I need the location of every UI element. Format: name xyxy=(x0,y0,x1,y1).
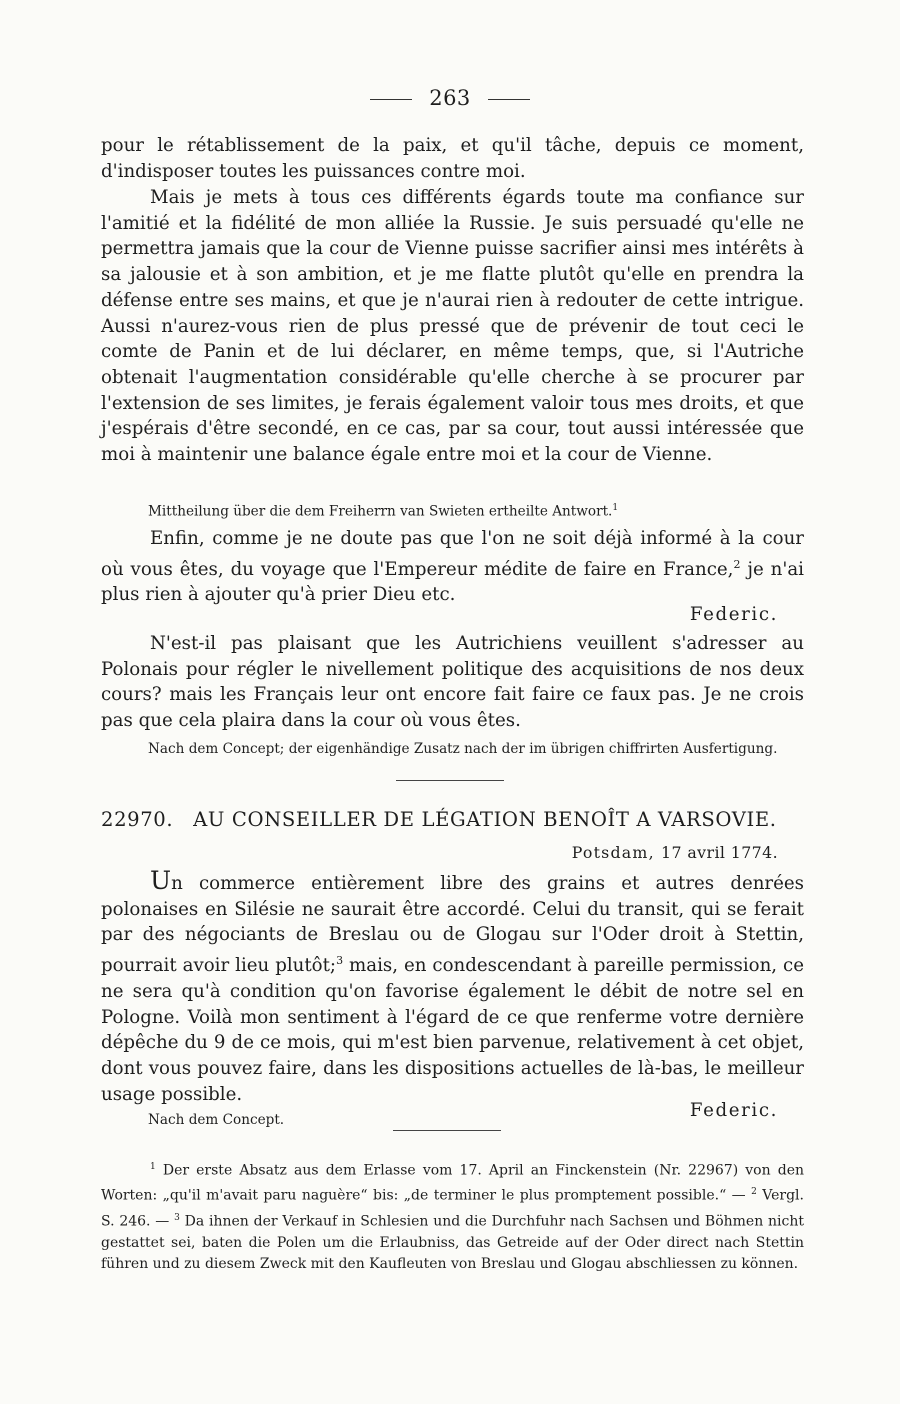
letter1-paragraph-2: Mais je mets à tous ces différents égards toute ma confiance sur l'amitié et la fidélité de mon alliée la Russie. Je suis persuadé qu'elle ne permettra jamais que la cour de Vienne puisse sacrifier ainsi mes intérêts à sa jalousie et à son ambition, et je me flatte plutôt qu'elle en prendra la défense entre ses mains, et que je n'aurai rien à redouter de cette intrigue. Aussi n'aurez-vous rien de plus pressé que de prévenir de tout ceci le comte de Panin et de lui déclarer, en même temps, que, si l'Autriche obtenait l'augmentation considérable qu'elle cherche à se procurer par l'extension de ses limites, je ferais également valoir tous mes droits, et que j'espérais d'être secondé, en ce cas, par sa cour, tout aussi intéressée que moi à maintenir une balance égale entre moi et la cour de Vienne. xyxy=(101,187,804,466)
mittheilung-text: Mittheilung über die dem Freiherrn van Swieten ertheilte Antwort. xyxy=(148,503,613,520)
letter2-date: 17 avril 1774. xyxy=(661,843,778,862)
letter2-initial: U xyxy=(150,866,172,895)
page-header xyxy=(0,86,900,110)
letter2-body xyxy=(101,868,804,1107)
footnotes-text xyxy=(101,1157,804,1276)
letter2-signature: Federic. xyxy=(689,1100,778,1121)
footnote-3: Da ihnen der Verkauf in Schlesien und die Durchfuhr nach Sachsen und Böhmen nicht gestattet sei, baten die Polen um die Erlaubniss, das Getreide auf der Oder direct nach Stettin führen und zu diesem Zweck mit den Kaufleuten von Breslau und Glogau abschliessen zu können. xyxy=(101,1213,804,1273)
section-divider xyxy=(396,780,504,781)
letter2-heading xyxy=(101,808,804,831)
letter2-place: Potsdam, xyxy=(571,843,655,862)
header-rule-left xyxy=(370,99,412,100)
footnote-ref-2: 2 xyxy=(733,557,741,571)
footnote-1: Der erste Absatz aus dem Erlasse vom 17. April an Finckenstein (Nr. 22967) von den Worten: „qu'il m'avait paru naguère“ bis: „de terminer le plus promptement possible.“ — xyxy=(101,1162,804,1204)
letter1-source-note: Nach dem Concept; der eigenhändige Zusatz nach der im übrigen chiffrirten Ausfertigung. xyxy=(148,741,778,757)
letter1-paragraph-3 xyxy=(101,526,804,608)
footnote-ref-3: 3 xyxy=(336,954,344,968)
footnote-ref-1: 1 xyxy=(612,503,619,513)
paragraph-3-text-a: Enfin, comme je ne doute pas que l'on ne soit déjà informé à la cour où vous êtes, du voyage que l'Empereur médite de faire en France, xyxy=(101,528,804,580)
footnote-mark-1: 1 xyxy=(150,1162,156,1172)
letter1-postscript: N'est-il pas plaisant que les Autrichiens veuillent s'adresser au Polonais pour régler le nivellement politique des acquisitions de nos deux cours? mais les Français leur ont encore fait faire ce faux pas. Je ne crois pas que cela plaira dans la cour où vous êtes. xyxy=(101,633,804,732)
letter2-title: AU CONSEILLER DE LÉGATION BENOÎT A VARSOVIE. xyxy=(193,808,777,831)
footnote-divider xyxy=(393,1130,501,1131)
letter2-body-text-a: n commerce entièrement libre des grains et autres denrées polonaises en Silésie ne saurait être accordé. Celui du transit, qui se ferait par des négociants de Breslau ou de Glogau sur l'Oder droit à Stettin, pourrait avoir lieu plutôt; xyxy=(101,873,804,977)
footnote-mark-3: 3 xyxy=(174,1212,180,1223)
letter1-signature: Federic. xyxy=(689,604,778,625)
letter2-source-note: Nach dem Concept. xyxy=(148,1112,285,1128)
letter2-body-text-b: mais, en condescendant à pareille permission, ce ne sera qu'à condition qu'on favorise également le débit de notre sel en Pologne. Voilà mon sentiment à l'égard de ce que renferme votre dernière dépêche du 9 de ce mois, qui m'est bien parvenue, relativement à cet objet, dont vous pouvez faire, dans les dispositions actuelles de là-bas, le meilleur usage possible. xyxy=(101,955,804,1105)
letter2-dateline xyxy=(572,843,778,862)
letter1-mittheilung-note xyxy=(148,499,804,521)
header-rule-right xyxy=(488,99,530,100)
letter1-paragraph-1: pour le rétablissement de la paix, et qu'il tâche, depuis ce moment, d'indisposer toutes les puissances contre moi. xyxy=(101,135,804,182)
footnote-2: Vergl. S. 246. — xyxy=(101,1187,804,1230)
page-number: 263 xyxy=(429,86,471,110)
letter2-number: 22970. xyxy=(101,808,174,831)
paragraph-3-text-b: je n'ai plus rien à ajouter qu'à prier Dieu etc. xyxy=(101,558,805,606)
footnotes xyxy=(101,1157,804,1276)
footnote-mark-2: 2 xyxy=(751,1187,757,1198)
